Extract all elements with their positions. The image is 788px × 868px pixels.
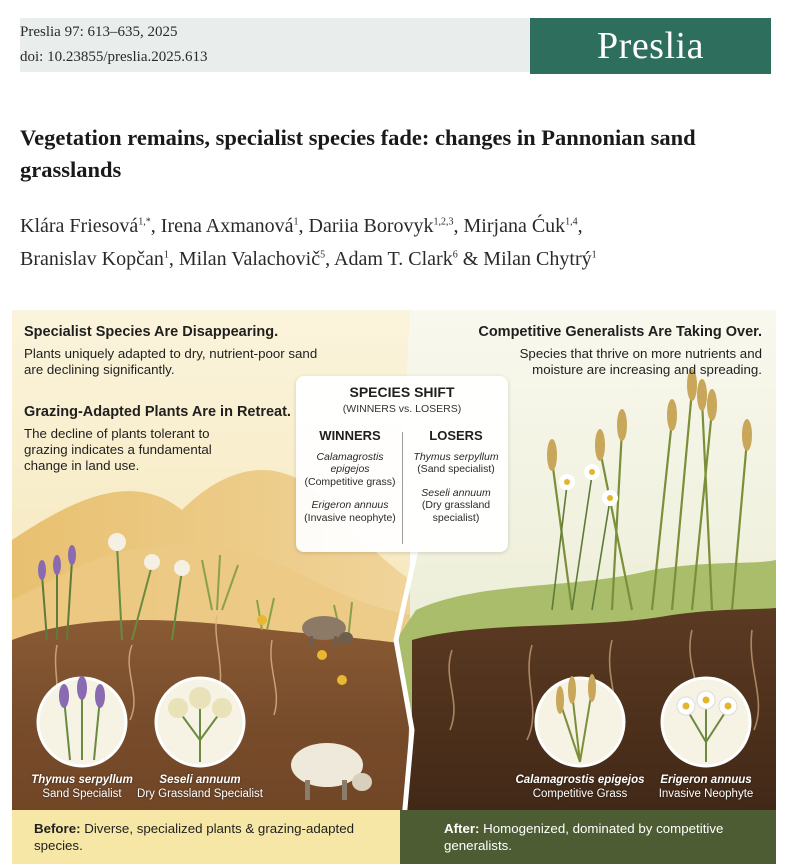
winner-entry xyxy=(298,451,402,489)
left-heading: Specialist Species Are Disappearing. xyxy=(24,324,279,340)
before-bar xyxy=(12,810,400,864)
author-affiliation: 5 xyxy=(320,249,326,261)
author-affiliation: 6 xyxy=(452,249,458,261)
losers-column xyxy=(404,430,508,535)
left-text: Plants uniquely adapted to dry, nutrient-poor sand are declining significantly. xyxy=(24,346,318,377)
after-label: After: xyxy=(444,821,480,836)
author-name: Klára Friesová xyxy=(20,215,139,237)
author-name: Dariia Borovyk xyxy=(308,215,434,237)
graphical-abstract xyxy=(12,310,776,864)
inset-erigeron xyxy=(662,678,750,766)
loser-entry xyxy=(404,487,508,525)
winner-species: Calamagrostis epigejos xyxy=(316,450,384,475)
author-affiliation: 1 xyxy=(591,249,597,261)
author-list: Klára Friesová$^{1,*}$, Irena Axmanová$^1$, Dariia Borovyk$^{1,2,3}$, Mirjana Ćuk$^{1,4}$, Branislav Kopčan$^1$, Milan Valachovič$^5$, Adam T. Clark$^6$ & Milan Chytrý$^1$ xyxy=(20,215,597,270)
grazing-heading: Grazing-Adapted Plants Are in Retreat. xyxy=(24,404,291,420)
right-text: Species that thrive on more nutrients and moisture are increasing and spreading. xyxy=(519,346,762,377)
author-name: Adam T. Clark xyxy=(334,248,453,270)
caption-role: Invasive Neophyte xyxy=(658,788,754,800)
winner-note: (Competitive grass) xyxy=(304,475,396,488)
winner-entry xyxy=(298,499,402,524)
loser-species: Seseli annuum xyxy=(421,486,491,499)
shift-title: SPECIES SHIFT xyxy=(349,384,455,400)
shift-subtitle: (WINNERS vs. LOSERS) xyxy=(342,403,462,415)
caption-species: Erigeron annuus xyxy=(660,774,752,786)
author-affiliation: 1 xyxy=(163,249,169,261)
inset-thymus xyxy=(38,676,126,766)
loser-note: (Sand specialist) xyxy=(417,463,495,475)
losers-label: LOSERS xyxy=(429,428,483,443)
species-shift-box xyxy=(296,376,508,552)
winners-column xyxy=(298,430,402,535)
doi-link[interactable]: doi: 10.23855/preslia.2025.613 xyxy=(20,49,208,65)
caption-erigeron xyxy=(636,773,776,801)
journal-logo[interactable]: Preslia xyxy=(530,18,771,74)
paper-title: Vegetation remains, specialist species fade: changes in Pannonian sand grasslands xyxy=(20,125,696,182)
before-text: Diverse, specialized plants & grazing-adapted species. xyxy=(34,821,355,853)
author-name: Branislav Kopčan xyxy=(20,248,164,270)
caption-species: Thymus serpyllum xyxy=(31,774,133,786)
author-affiliation: 1 xyxy=(293,216,299,228)
caption-role: Sand Specialist xyxy=(42,788,122,800)
caption-role: Competitive Grass xyxy=(532,788,628,800)
author-name: Irena Axmanová xyxy=(160,215,294,237)
winner-species: Erigeron annuus xyxy=(311,499,389,511)
loser-note: (Dry grassland specialist) xyxy=(421,499,491,524)
loser-entry xyxy=(404,451,508,476)
author-affiliation: 1,2,3 xyxy=(433,216,454,228)
caption-species: Calamagrostis epigejos xyxy=(515,774,645,786)
author-name: Milan Valachovič xyxy=(178,248,321,270)
author-name: Mirjana Ćuk xyxy=(463,215,566,237)
winners-label: WINNERS xyxy=(319,428,381,443)
after-bar xyxy=(400,810,776,864)
citation: Preslia 97: 613–635, 2025 xyxy=(20,24,178,40)
caption-seseli xyxy=(118,773,282,801)
right-heading: Competitive Generalists Are Taking Over. xyxy=(478,324,762,340)
grazing-text: The decline of plants tolerant to grazing indicates a fundamental change in land use. xyxy=(24,426,212,473)
author-affiliation: 1,4 xyxy=(565,216,578,228)
shift-divider xyxy=(402,432,403,544)
loser-species: Thymus serpyllum xyxy=(413,450,499,463)
before-label: Before: xyxy=(34,821,81,836)
author-name: Milan Chytrý xyxy=(483,248,592,270)
after-text: Homogenized, dominated by competitive generalists. xyxy=(444,821,724,853)
caption-species: Seseli annuum xyxy=(159,774,241,786)
winner-note: (Invasive neophyte) xyxy=(304,511,396,524)
inset-seseli xyxy=(156,678,244,766)
caption-role: Dry Grassland Specialist xyxy=(137,788,263,800)
author-affiliation: 1,* xyxy=(138,216,151,228)
